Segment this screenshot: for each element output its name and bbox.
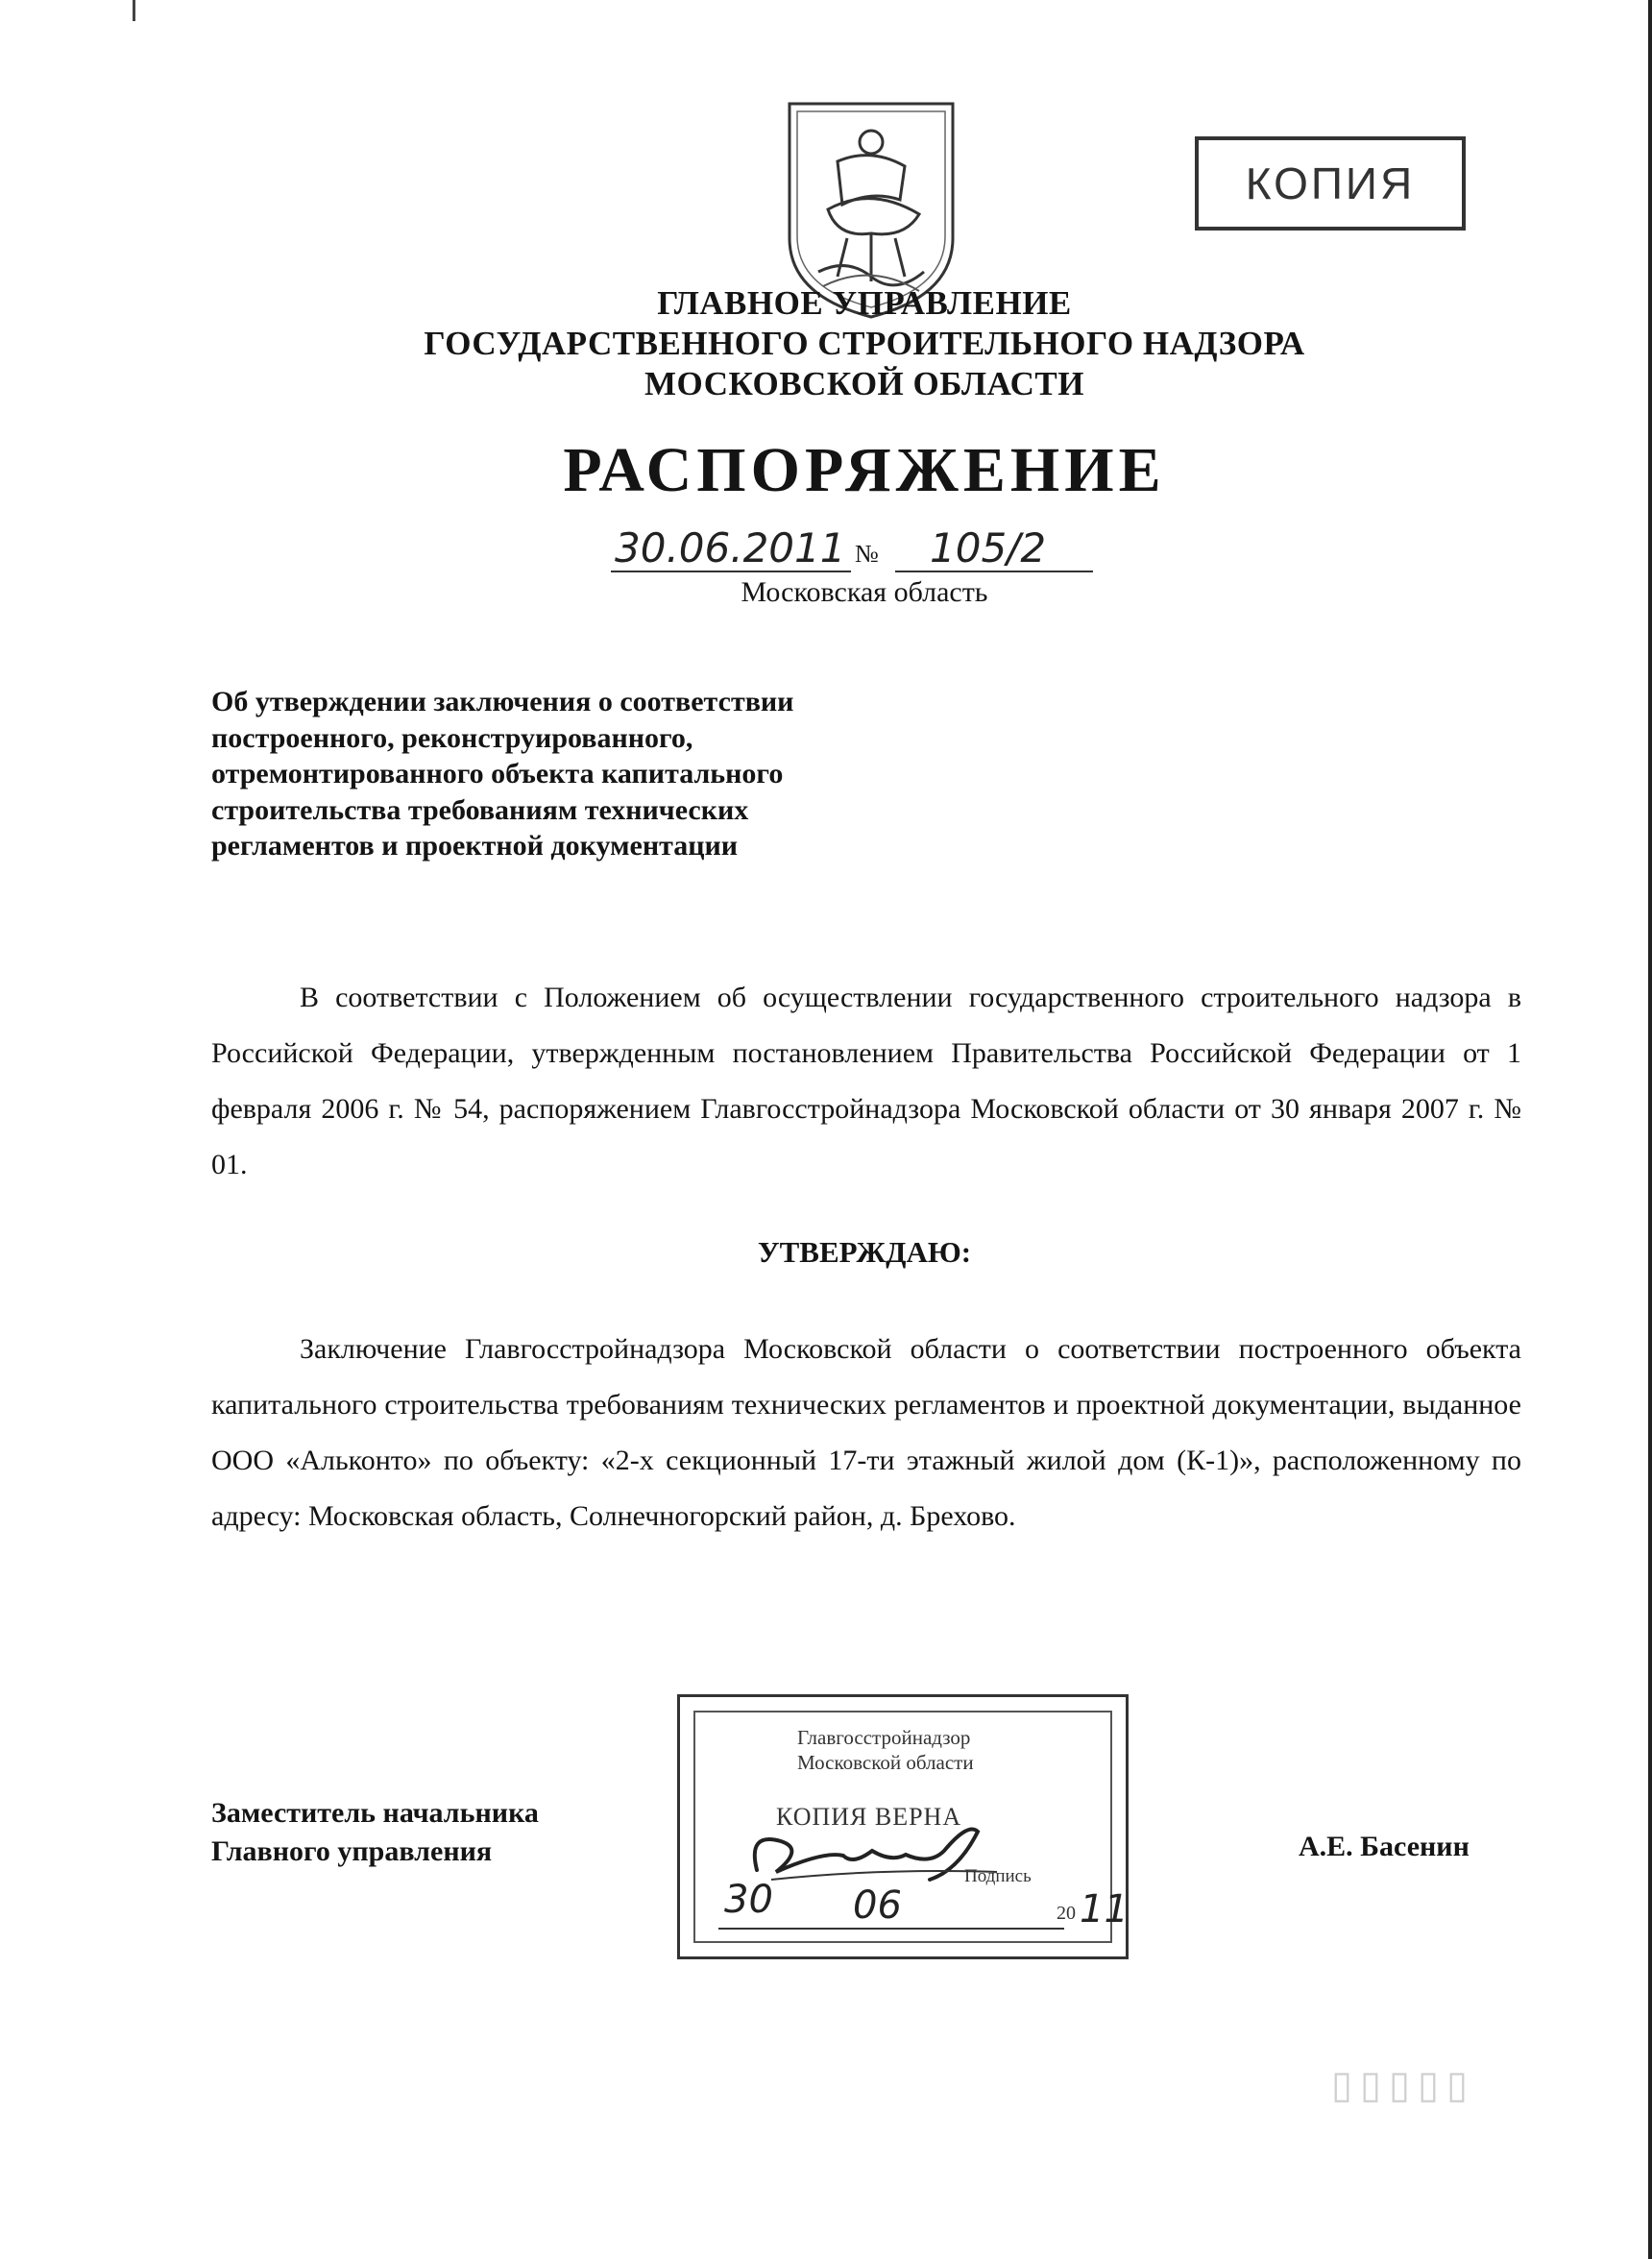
subject-line: отремонтированного объекта капитального [211,758,784,789]
stamp-org-line2: Московской области [797,1751,974,1774]
order-number: 105/2 [930,524,1047,571]
scan-artifact [133,0,135,21]
faint-scan-number: ▯▯▯▯▯ [1331,2064,1476,2106]
signer-position-line2: Главного управления [211,1835,493,1867]
stamp-label: КОПИЯ ВЕРНА [776,1803,962,1831]
body-paragraph [211,1322,1521,1544]
stamp-sign-caption: Подпись [964,1866,1032,1886]
number-sign: № [855,540,879,568]
signer-position [211,1794,539,1871]
signer-name: А.Е. Басенин [1299,1831,1470,1862]
subject-line: построенного, реконструированного, [211,721,693,754]
org-name-line3: МОСКОВСКОЙ ОБЛАСТИ [644,365,1084,402]
stamp-date-line [718,1928,1064,1930]
stamp-day: 30 [724,1878,773,1922]
stamp-month: 06 [853,1883,902,1928]
org-name-line1: ГЛАВНОЕ УПРАВЛЕНИЕ [657,284,1072,322]
certified-copy-stamp [677,1694,1129,1959]
order-date: 30.06.2011 [615,524,846,571]
preamble-text: В соответствии с Положением об осуществлении государственного строительного надзора в Российской Федерации, утвержденным постановлением Правительства Российской Федерации от 1 февраля 2006 г. № 54, распоряжением Главгосстройнадзора Московской области от 30 января 2007 г. № 01. [211,982,1521,1180]
stamp-year-prefix: 20 [1057,1903,1076,1924]
copy-stamp-top [1195,136,1466,231]
body-text: Заключение Главгосстройнадзора Московской области о соответствии построенного объекта капитального строительства требованиям технических регламентов и проектной документации, выданное ООО «Альконто» по объекту: «2-х секционный 17-ти этажный жилой дом (К-1)», расположенному по адресу: Московская область, Солнечногорский район, д. Брехово. [211,1333,1521,1532]
subject-line: Об утверждении заключения о соответствии [211,686,794,717]
stamp-org-line1: Главгосстройнадзор [797,1726,971,1749]
copy-stamp-text: КОПИЯ [1245,158,1416,208]
approve-heading: УТВЕРЖДАЮ: [757,1235,972,1269]
signer-position-line1: Заместитель начальника [211,1797,539,1829]
place-of-issue: Московская область [741,576,988,608]
subject-line: строительства требованиям технических [211,793,749,826]
document-title: РАСПОРЯЖЕНИЕ [563,435,1166,505]
org-name-line2: ГОСУДАРСТВЕННОГО СТРОИТЕЛЬНОГО НАДЗОРА [424,325,1305,362]
subject-block [211,684,941,864]
stamp-year-suffix: 11 [1080,1887,1129,1931]
preamble-paragraph [211,970,1521,1193]
subject-line: регламентов и проектной документации [211,830,739,862]
